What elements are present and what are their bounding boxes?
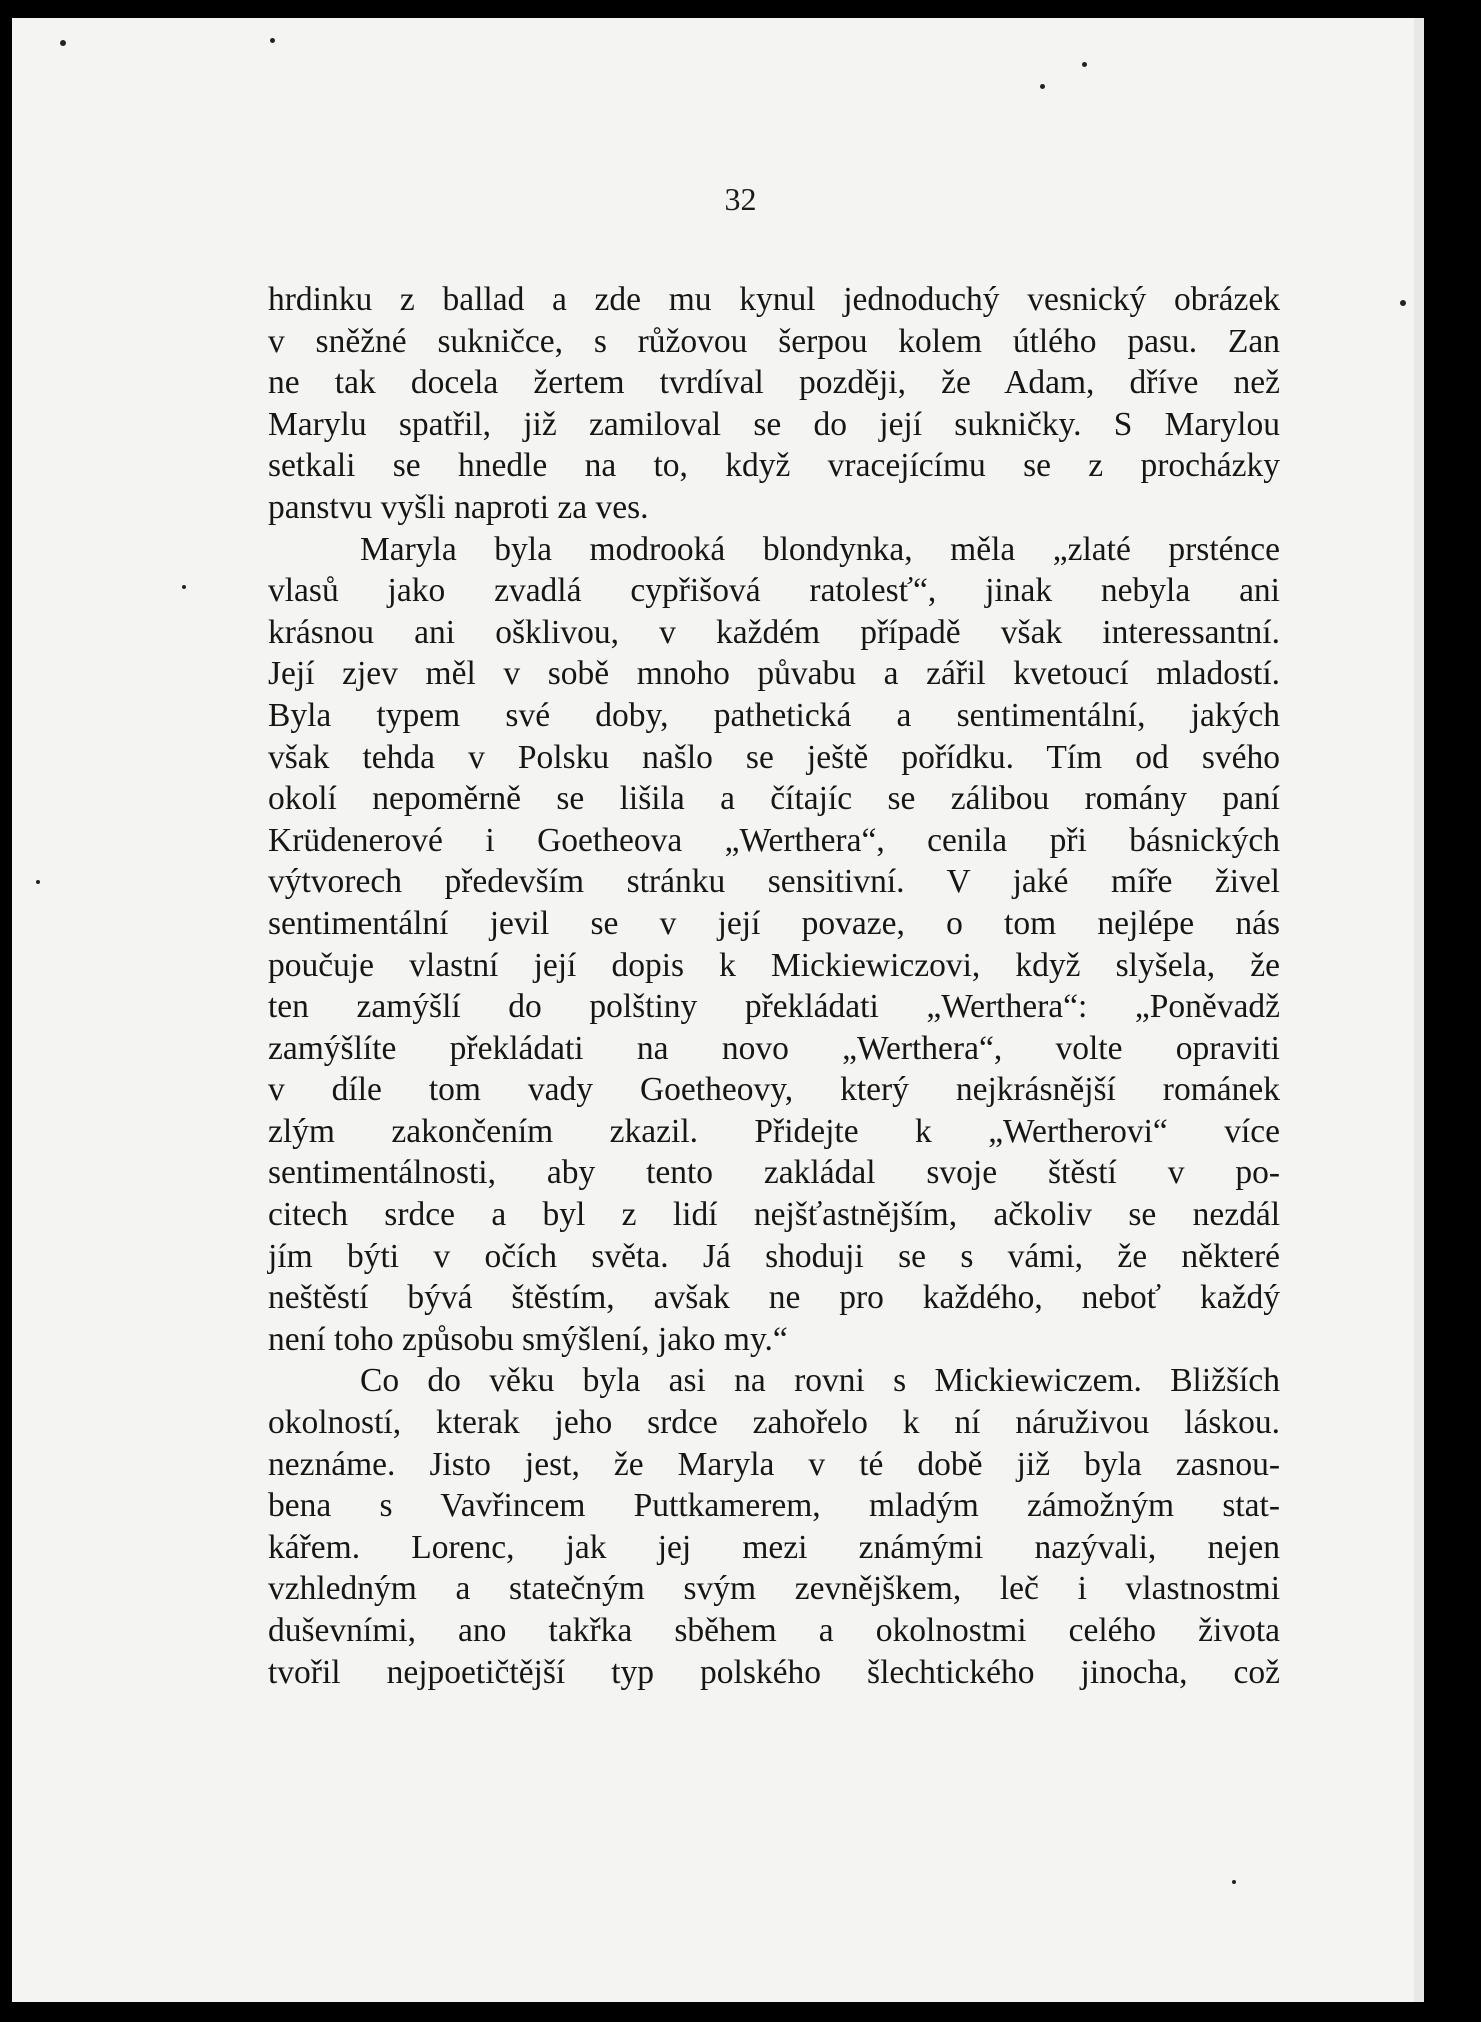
scan-speck bbox=[1400, 300, 1406, 306]
paper-edge bbox=[1414, 18, 1424, 2002]
text-line: Byla typem své doby, pathetická a sentimentální, jakých bbox=[268, 696, 1280, 734]
text-line: panstvu vyšli naproti za ves. bbox=[268, 488, 649, 526]
text-line: setkali se hnedle na to, když vracejícímu se z procházky bbox=[268, 447, 1280, 485]
text-line: Krüdenerové i Goetheova „Werthera“, cenila při básnických bbox=[268, 821, 1280, 859]
text-line: Marylu spatřil, již zamiloval se do její sukničky. S Marylou bbox=[268, 405, 1280, 443]
text-line: krásnou ani ošklivou, v každém případě však interessantní. bbox=[268, 613, 1280, 651]
text-line: vzhledným a statečným svým zevnějškem, leč i vlastnostmi bbox=[268, 1570, 1280, 1608]
text-line: neštěstí bývá štěstím, avšak ne pro každého, neboť každý bbox=[268, 1279, 1280, 1317]
text-line: výtvorech především stránku sensitivní. V jaké míře živel bbox=[268, 863, 1280, 901]
text-line: sentimentální jevil se v její povaze, o tom nejlépe nás bbox=[268, 904, 1280, 942]
text-line: zlým zakončením zkazil. Přidejte k „Wertherovi“ více bbox=[268, 1112, 1280, 1150]
text-line: ten zamýšlí do polštiny překládati „Werthera“: „Poněvadž bbox=[268, 988, 1280, 1026]
text-line: hrdinku z ballad a zde mu kynul jednoduchý vesnický obrázek bbox=[268, 281, 1280, 318]
text-line: bena s Vavřincem Puttkamerem, mladým zámožným stat- bbox=[268, 1487, 1280, 1525]
text-line: tvořil nejpoetičtější typ polského šlechtického jinocha, což bbox=[268, 1653, 1280, 1691]
text-line: Maryla byla modrooká blondynka, měla „zlaté prsténce bbox=[360, 530, 1280, 568]
text-line: však tehda v Polsku našlo se ještě pořídku. Tím od svého bbox=[268, 738, 1280, 776]
scan-speck bbox=[1232, 1880, 1236, 1884]
text-line: není toho způsobu smýšlení, jako my.“ bbox=[268, 1320, 788, 1358]
text-line: sentimentálnosti, aby tento zakládal svoje štěstí v po- bbox=[268, 1154, 1280, 1192]
text-line: Její zjev měl v sobě mnoho půvabu a zářil kvetoucí mladostí. bbox=[268, 655, 1280, 693]
text-line: citech srdce a byl z lidí nejšťastnějším, ačkoliv se nezdál bbox=[268, 1196, 1280, 1234]
text-line: okolností, kterak jeho srdce zahořelo k ní náruživou láskou. bbox=[268, 1404, 1280, 1442]
scan-speck bbox=[36, 880, 40, 884]
scan-speck bbox=[1040, 84, 1045, 89]
text-line: vlasů jako zvadlá cypřišová ratolesť“, jinak nebyla ani bbox=[268, 572, 1280, 610]
scan-speck bbox=[182, 585, 186, 589]
text-line: v díle tom vady Goetheovy, který nejkrásnější románek bbox=[268, 1071, 1280, 1109]
text-line: Co do věku byla asi na rovni s Mickiewiczem. Bližších bbox=[360, 1362, 1280, 1400]
text-line: okolí nepoměrně se lišila a čítajíc se zálibou romány paní bbox=[268, 780, 1280, 818]
text-line: v sněžné sukničce, s růžovou šerpou kolem útlého pasu. Zan bbox=[268, 322, 1280, 360]
body-text bbox=[268, 279, 1280, 1693]
text-line: neznáme. Jisto jest, že Maryla v té době již byla zasnou- bbox=[268, 1445, 1280, 1483]
scan-speck bbox=[1082, 62, 1087, 67]
text-line: zamýšlíte překládati na novo „Werthera“, volte opraviti bbox=[268, 1029, 1280, 1067]
text-line: kářem. Lorenc, jak jej mezi známými nazývali, nejen bbox=[268, 1528, 1280, 1566]
text-line: ne tak docela žertem tvrdíval později, že Adam, dříve než bbox=[268, 364, 1280, 402]
text-line: jím býti v očích světa. Já shoduji se s vámi, že některé bbox=[268, 1237, 1280, 1275]
text-line: duševními, ano takřka sběhem a okolnostmi celého života bbox=[268, 1612, 1280, 1649]
text-line: poučuje vlastní její dopis k Mickiewiczovi, když slyšela, že bbox=[268, 946, 1280, 984]
scan-speck bbox=[270, 38, 275, 43]
scan-speck bbox=[60, 40, 66, 46]
page-number: 32 bbox=[724, 181, 757, 217]
